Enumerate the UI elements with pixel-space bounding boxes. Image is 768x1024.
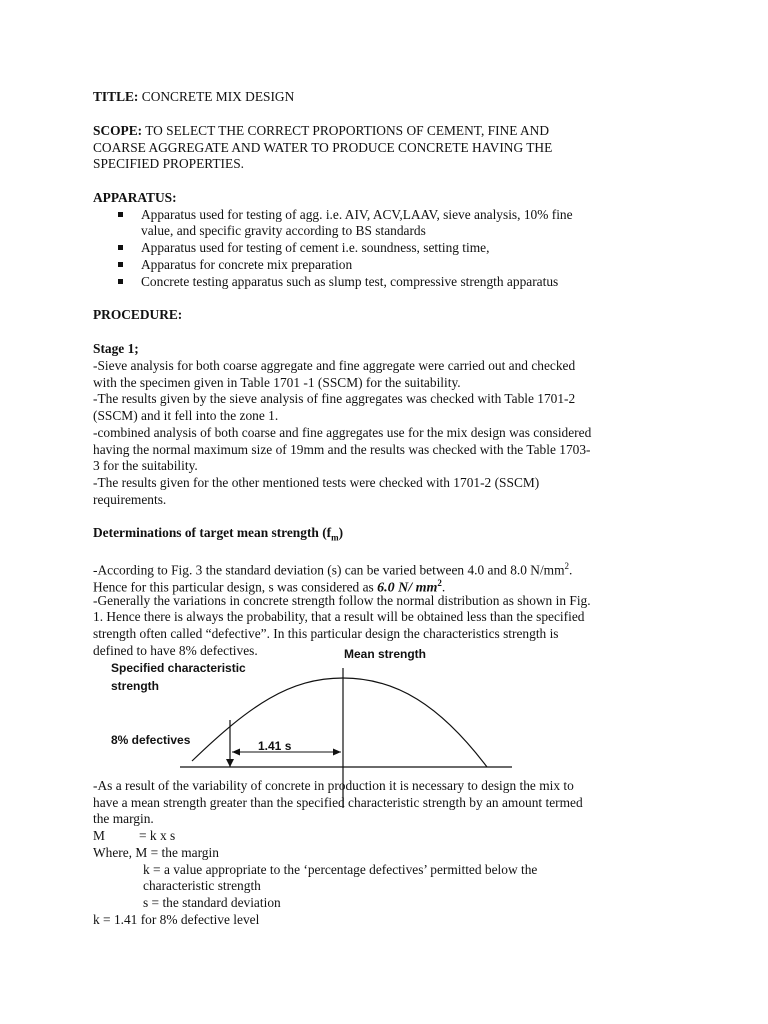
target-p1-line-2-text: Hence for this particular design, s was considered as [93,579,378,595]
specified-characteristic-label: Specified characteristic [111,661,246,675]
superscript: 2 [437,578,442,588]
k-definition-line-1: k = a value appropriate to the ‘percentage defectives’ permitted below the [143,862,538,877]
stage1-heading: Stage 1; [93,341,139,356]
stage1-line: having the normal maximum size of 19mm and the results was checked with the Table 1703- [93,442,591,457]
k-definition-line-2: characteristic strength [143,878,261,893]
target-p1-line-2-end: . [441,579,446,595]
scope-line-2: COARSE AGGREGATE AND WATER TO PRODUCE CONCRETE HAVING THE [93,140,553,155]
title-text: CONCRETE MIX DESIGN [141,89,295,104]
target-p2-line: 1. Hence there is always the probability, that a result will be obtained less than the specified [93,609,585,624]
stage1-line: -The results given by the sieve analysis of fine aggregates was checked with Table 1701-2 [93,391,576,406]
scope-label: SCOPE: [93,123,143,138]
apparatus-item-1-line-2: value, and specific gravity according to BS standards [141,223,426,238]
stage1-line: -Sieve analysis for both coarse aggregate and fine aggregate were carried out and checked [93,358,576,373]
margin-line: -As a result of the variability of concrete in production it is necessary to design the mix to [93,778,574,793]
target-p1-line-1-text: -According to Fig. 3 the standard deviation (s) can be varied between 4.0 and 8.0 N/mm [93,562,565,578]
formula-lhs: M [93,828,105,843]
apparatus-heading: APPARATUS: [93,190,177,205]
margin-arrowhead-right [333,749,341,756]
apparatus-item-3: Apparatus for concrete mix preparation [141,257,353,272]
stage1-line: 3 for the suitability. [93,458,198,473]
target-heading-text: Determinations of target mean strength (f [93,525,332,540]
stage1-line: with the specimen given in Table 1701 -1 (SSCM) for the suitability. [93,375,461,390]
title-label: TITLE: [93,89,139,104]
superscript: 2 [564,561,570,571]
margin-line: the margin. [93,811,154,826]
characteristic-arrowhead [226,759,234,767]
target-heading-subscript: m [331,532,339,543]
stage1-line: requirements. [93,492,167,507]
apparatus-item-1-line-1: Apparatus used for testing of agg. i.e. AIV, ACV,LAAV, sieve analysis, 10% fine [141,207,573,222]
specified-characteristic-label-2: strength [111,679,159,693]
target-p2-line: -Generally the variations in concrete strength follow the normal distribution as shown in Fig. [93,593,591,608]
mean-strength-label: Mean strength [344,647,427,661]
k-value-line: k = 1.41 for 8% defective level [93,912,260,927]
margin-arrowhead-left [232,749,240,756]
stage1-line: -combined analysis of both coarse and fine aggregates use for the mix design was considered [93,425,592,440]
target-p2-line: strength often called “defective”. In this particular design the characteristics strength is [93,626,559,641]
apparatus-item-4: Concrete testing apparatus such as slump test, compressive strength apparatus [141,274,559,289]
scope-text-1: TO SELECT THE CORRECT PROPORTIONS OF CEMENT, FINE AND [145,123,550,138]
stage1-line: (SSCM) and it fell into the zone 1. [93,408,279,423]
where-line: Where, M = the margin [93,845,219,860]
std-dev-value: 6.0 N/ mm [377,580,438,596]
margin-label: 1.41 s [258,739,292,753]
procedure-heading: PROCEDURE: [93,307,183,322]
s-definition: s = the standard deviation [143,895,281,910]
margin-line: have a mean strength greater than the specified characteristic strength by an amount termed [93,795,583,810]
target-p1-line-1-end: . [569,562,573,578]
target-p2-line: defined to have 8% defectives. [93,643,258,658]
scope-line-3: SPECIFIED PROPERTIES. [93,156,244,171]
apparatus-item-2: Apparatus used for testing of cement i.e. soundness, setting time, [141,240,490,255]
stage1-line: -The results given for the other mentioned tests were checked with 1701-2 (SSCM) [93,475,540,490]
formula-rhs: = k x s [139,828,176,843]
target-heading-end: ) [338,525,344,540]
defectives-label: 8% defectives [111,733,191,747]
